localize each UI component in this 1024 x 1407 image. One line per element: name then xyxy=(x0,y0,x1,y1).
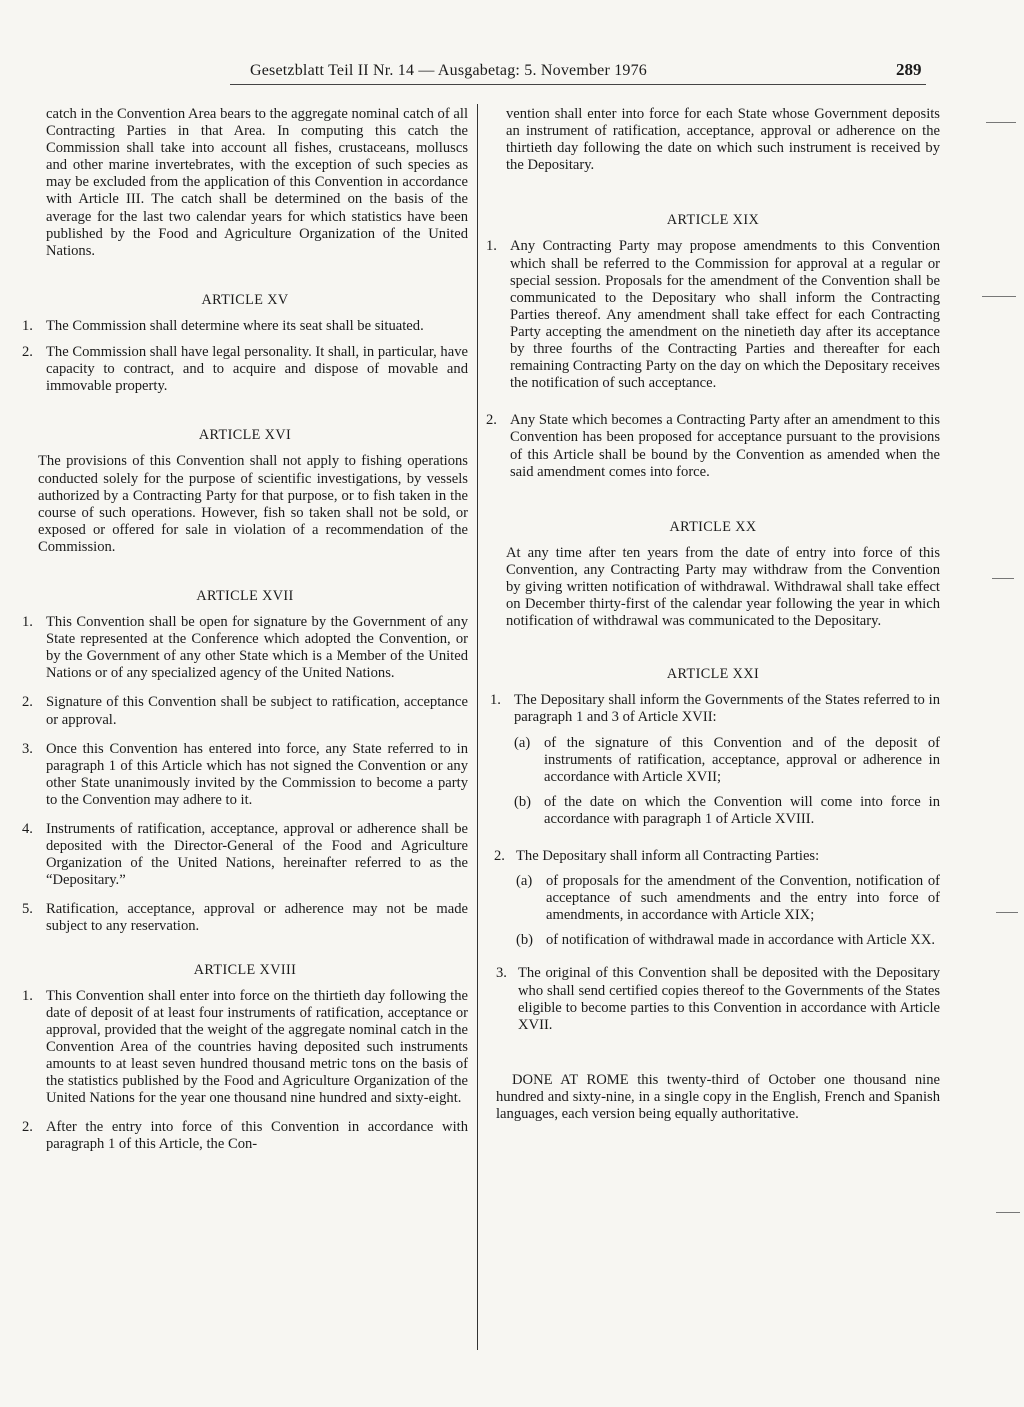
item-text: Any State which becomes a Contracting Party after an amendment to this Convention has been proposed for acceptance pursuant to the provisions of this Article shall be bound by the Convention as amended when the said amendment comes into force. xyxy=(510,412,940,480)
article-17-item xyxy=(22,741,468,809)
item-text: The Commission shall have legal personality. It shall, in particular, have capacity to contract, and to acquire and dispose of movable and immovable property. xyxy=(46,344,468,395)
subitem-letter: (a) xyxy=(514,734,531,751)
item-number: 1. xyxy=(22,317,33,334)
subitem-letter: (a) xyxy=(516,873,533,890)
right-column xyxy=(486,106,940,1123)
subitem-text: of proposals for the amendment of the Convention, notification of acceptance of such amendments and the entry into force of amendments, in accordance with Article XIX; xyxy=(546,873,940,924)
margin-mark xyxy=(996,1212,1020,1213)
subitem-text: of the signature of this Convention and of the deposit of instruments of ratification, acceptance, approval or adherence in accordance with Article XVII; xyxy=(544,734,940,785)
item-text: Once this Convention has entered into force, any State referred to in paragraph 1 of this Article which has not signed the Convention or any other State unanimously invited by the Commission to become a party to the Convention may adhere to it. xyxy=(46,740,468,808)
item-number: 1. xyxy=(490,692,501,709)
item-text: Ratification, acceptance, approval or adherence may not be made subject to any reservation. xyxy=(46,901,468,935)
article-20-heading: ARTICLE XX xyxy=(669,518,757,535)
item-text: The Depositary shall inform the Governments of the States referred to in paragraph 1 and 3 of Article XVII: xyxy=(514,692,940,726)
article-18-item xyxy=(22,1119,468,1153)
article-17-item xyxy=(22,901,468,935)
article-17-heading: ARTICLE XVII xyxy=(196,587,294,604)
subitem-letter: (b) xyxy=(516,932,534,949)
item-text: The original of this Convention shall be deposited with the Depositary who shall send certified copies thereof to the Governments of the States eligible to become parties to this Convention in accordance with Article XVII. xyxy=(518,965,940,1033)
article-21-item xyxy=(486,692,940,726)
item-text: The Depositary shall inform all Contracting Parties: xyxy=(516,848,820,864)
article-21-item xyxy=(486,965,940,1033)
item-text: This Convention shall enter into force on the thirtieth day following the date of deposit of at least four instruments of ratification, acceptance or approval, provided that the weight of the aggregate nominal catch in the Convention Area of the countries having deposited such instruments amounts to at least seven hundred thousand metric tons on the basis of the statistics published by the Food and Agriculture Organization of the United Nations for the year one thousand nine hundred and sixty-eight. xyxy=(46,987,468,1107)
article-16-heading: ARTICLE XVI xyxy=(198,427,292,444)
article-20-text: At any time after ten years from the date of entry into force of this Convention, any Contracting Party may withdraw from the Convention by giving written notification of withdrawal. Withdrawal shall take effect on December thirty-first of the calendar year following the year in which notification of withdrawal was communicated to the Depositary. xyxy=(506,544,940,630)
item-text: Instruments of ratification, acceptance, approval or adherence shall be deposited with the Director-General of the Food and Agriculture Organization of the United Nations, hereinafter referred to as the “Depositary.” xyxy=(46,821,468,889)
subitem-text: of notification of withdrawal made in accordance with Article XX. xyxy=(546,932,936,949)
article-15-heading: ARTICLE XV xyxy=(201,291,289,308)
article-15-item xyxy=(22,344,468,395)
article-21-subitem xyxy=(516,873,940,924)
page-number: 289 xyxy=(896,60,922,79)
item-number: 2. xyxy=(22,344,33,361)
article-21-subitem xyxy=(514,735,940,786)
done-at-rome: DONE AT ROME this twenty-third of October one thousand nine hundred and sixty-nine, in a single copy in the English, French and Spanish languages, each version being equally authoritative. xyxy=(496,1071,940,1123)
subitem-letter: (b) xyxy=(514,793,532,810)
article-18-continuation: vention shall enter into force for each State whose Government deposits an instrument of ratification, acceptance, approval or adherence on the thirtieth day following the date on which such instrument is received by the Depositary. xyxy=(506,106,940,174)
item-number: 2. xyxy=(486,412,497,429)
item-number: 2. xyxy=(22,694,33,711)
article-17-item xyxy=(22,694,468,728)
article-17-item xyxy=(22,614,468,682)
item-number: 3. xyxy=(22,740,33,757)
item-text: This Convention shall be open for signature by the Government of any State represented at the Conference which adopted the Convention, or by the Government of any other State which is a Member of the United Nations or of any specialized agency of the United Nations. xyxy=(46,614,468,682)
article-18-heading: ARTICLE XVIII xyxy=(193,961,297,978)
article-16-text: The provisions of this Convention shall not apply to fishing operations conducted solely for the purpose of scientific investigations, by vessels authorized by a Contracting Party for that purpose, or to fish taken in the course of such operations. However, fish so taken shall not be sold, or exposed or offered for sale in violation of a recommendation of the Commission. xyxy=(38,453,468,555)
header-rule xyxy=(230,84,926,85)
article-18-item xyxy=(22,988,468,1108)
article-14-continuation: catch in the Convention Area bears to the aggregate nominal catch of all Contracting Parties in that Area. In computing this catch the Commission shall take into account all fishes, crustaceans, molluscs and other marine invertebrates, with the exception of such species as may be excluded from the application of this Convention in accordance with Article III. The catch shall be determined on the basis of the average for the last two calendar years for which statistics have been published by the Food and Agriculture Organization of the United Nations. xyxy=(46,106,468,259)
item-text: Any Contracting Party may propose amendments to this Convention which shall be referred to the Commission for approval at a regular or special session. Proposals for the amendment of the Convention shall be communicated to the Depositary who shall inform the Contracting Parties thereof. Any amendment shall take effect for each Contracting Party accepting the amendment on the ninetieth day after its acceptance by three fourths of the Contracting Parties and thereafter for each remaining Contracting Party on the day on which the Depositary receives the notification of such acceptance. xyxy=(510,238,940,392)
article-21-subitem xyxy=(516,932,940,949)
gazette-title: Gesetzblatt Teil II Nr. 14 — Ausgabetag: 5. November 1976 xyxy=(250,62,648,79)
article-21-item xyxy=(486,848,940,865)
item-number: 3. xyxy=(496,965,507,982)
margin-mark xyxy=(986,122,1016,123)
article-21-heading: ARTICLE XXI xyxy=(666,666,760,683)
margin-mark xyxy=(996,912,1018,913)
item-number: 5. xyxy=(22,901,33,918)
item-number: 1. xyxy=(486,238,497,255)
margin-mark xyxy=(982,296,1016,297)
item-number: 2. xyxy=(22,1119,33,1136)
article-21-subitem xyxy=(514,794,940,828)
article-19-item xyxy=(486,238,940,392)
article-19-heading: ARTICLE XIX xyxy=(666,212,760,229)
article-17-item xyxy=(22,821,468,889)
column-divider xyxy=(477,104,478,1350)
margin-mark xyxy=(992,578,1014,579)
item-text: After the entry into force of this Convention in accordance with paragraph 1 of this Article, the Con- xyxy=(46,1119,468,1153)
item-text: Signature of this Convention shall be subject to ratification, acceptance or approval. xyxy=(46,694,468,728)
item-number: 2. xyxy=(494,848,505,864)
article-15-item xyxy=(22,318,468,335)
item-number: 1. xyxy=(22,614,33,631)
item-text: The Commission shall determine where its seat shall be situated. xyxy=(46,317,424,334)
item-number: 4. xyxy=(22,821,33,837)
item-number: 1. xyxy=(22,987,33,1004)
article-19-item xyxy=(486,412,940,480)
left-column xyxy=(22,106,468,1154)
subitem-text: of the date on which the Convention will come into force in accordance with paragraph 1 of Article XVIII. xyxy=(544,793,940,827)
